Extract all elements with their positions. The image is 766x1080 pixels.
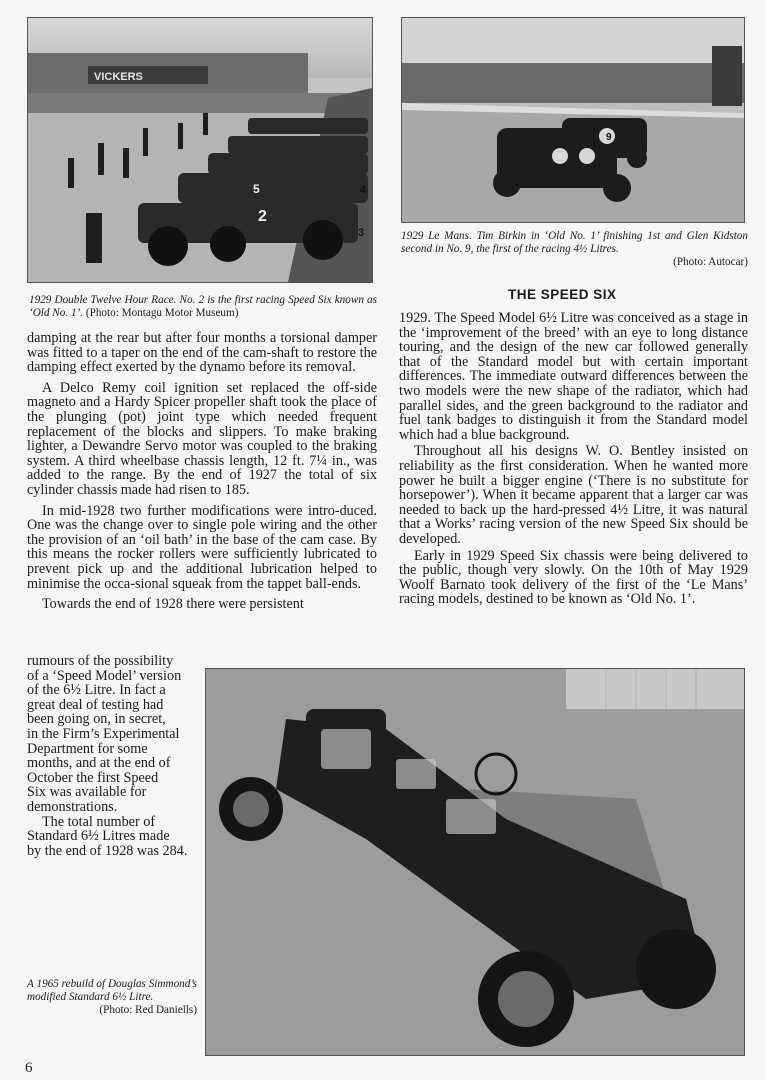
car-number-4: 4: [360, 184, 367, 196]
right-column-text: [399, 311, 748, 607]
wrap-para2-line-1: The total number of: [42, 813, 156, 830]
le-mans-1929-caption: [401, 230, 748, 269]
car-number-2: 2: [258, 208, 267, 225]
vickers-sign-text: VICKERS: [94, 71, 143, 83]
right-paragraph-1: 1929. The Speed Model 6½ Litre was conceived as a stage in the ‘improvement of the breed’ with an eye to long distance touring, and the design of the new car followed generally that of the Standard model but with certain important differences. The immediate outward differences between the two models were the new shape of the radiator, which had parallel sides, and the green background to the radiator and fuel tank badges to distinguish it from the Standard model which had a blue background.: [399, 310, 748, 443]
race-1929-photo: [27, 17, 373, 283]
wrap-line-6: in the Firm’s Experimental: [27, 725, 180, 742]
wrap-line-3: of the 6½ Litre. In fact a: [27, 682, 166, 699]
page-number: 6: [25, 1060, 33, 1076]
speed-six-heading: THE SPEED SIX: [508, 287, 617, 302]
rebuild-1965-credit: (Photo: Red Daniells): [99, 1004, 197, 1016]
rebuild-1965-photo: [205, 668, 745, 1056]
wrap-line-8: months, and at the end of: [27, 755, 171, 772]
car-number-5: 5: [253, 182, 260, 196]
left-paragraph-2: A Delco Remy coil ignition set replaced the off-side magneto and a Hardy Spicer propeller shaft took the place of the plunging (pot) joint type which needed frequent replacement of the blocks and slippers. To make braking lighter, a Dewandre Servo motor was coupled to the braking system. A third wheelbase chassis length, 12 ft. 7¼ in., was added to the range. By the end of 1927 the total of six cylinder chassis made had risen to 185.: [27, 379, 377, 498]
race-1929-caption-text: 1929 Double Twelve Hour Race. No. 2 is the first racing Speed Six known as ‘Old No. 1’.: [29, 294, 377, 319]
rebuild-1965-caption: [27, 978, 197, 1017]
wrap-line-7: Department for some: [27, 740, 148, 757]
race-1929-credit: (Photo: Montagu Motor Museum): [85, 307, 239, 319]
left-paragraph-4-start: Towards the end of 1928 there were persistent: [42, 596, 304, 613]
right-paragraph-3: Early in 1929 Speed Six chassis were being delivered to the public, though very slowly. On the 10th of May 1929 Woolf Barnato took delivery of the first of the ‘Le Mans’ racing models, destined to be known as ‘Old No. 1’.: [399, 547, 748, 608]
car-number-3: 3: [358, 227, 365, 239]
wrap-line-5: been going on, in secret,: [27, 711, 166, 728]
right-paragraph-2: Throughout all his designs W. O. Bentley insisted on reliability as the first consideration. When he wanted more power he built a bigger engine (‘There is no substitute for horsepower’). When it became apparent that a larger car was needed to back up the hard-pressed 4½ Litre, it was natural that a Works’ racing version of the new Speed Six should be developed.: [399, 443, 748, 547]
wrap-line-9: October the first Speed: [27, 769, 159, 786]
left-wrap-text: [27, 654, 197, 858]
wrap-line-11: demonstrations.: [27, 798, 118, 815]
rebuild-1965-caption-text: A 1965 rebuild of Douglas Simmond’s modified Standard 6½ Litre.: [27, 978, 197, 1003]
left-column-text: [27, 331, 377, 612]
wrap-line-4: great deal of testing had: [27, 696, 164, 713]
wrap-line-1: rumours of the possibility: [27, 653, 174, 669]
race-1929-caption: [29, 294, 377, 320]
wrap-para2-line-3: by the end of 1928 was 284.: [27, 842, 188, 859]
le-mans-1929-photo: [401, 17, 745, 223]
wrap-line-10: Six was available for: [27, 784, 147, 801]
wrap-line-2: of a ‘Speed Model’ version: [27, 667, 182, 684]
left-paragraph-3: In mid-1928 two further modifications were intro-duced. One was the change over to single pole wiring and the other the provision of an ‘oil bath’ in the base of the cam case. By this means the rocker rollers were sufficiently lubricated to prevent pick up and the additional lubrication helped to minimise the occa-sional squeak from the tappet ball-ends.: [27, 502, 377, 592]
le-mans-1929-caption-text: 1929 Le Mans. Tim Birkin in ‘Old No. 1’ finishing 1st and Glen Kidston second in No. 9, the first of the racing 4½ Litres.: [401, 230, 748, 255]
left-paragraph-1: damping at the rear but after four months a torsional damper was fitted to a taper on the end of the cam-shaft to restore the damping effect exerted by the dynamo before its removal.: [27, 330, 377, 376]
le-mans-1929-credit: (Photo: Autocar): [673, 256, 748, 268]
le-mans-car-number-9: 9: [606, 132, 612, 143]
wrap-para2-line-2: Standard 6½ Litres made: [27, 828, 170, 845]
